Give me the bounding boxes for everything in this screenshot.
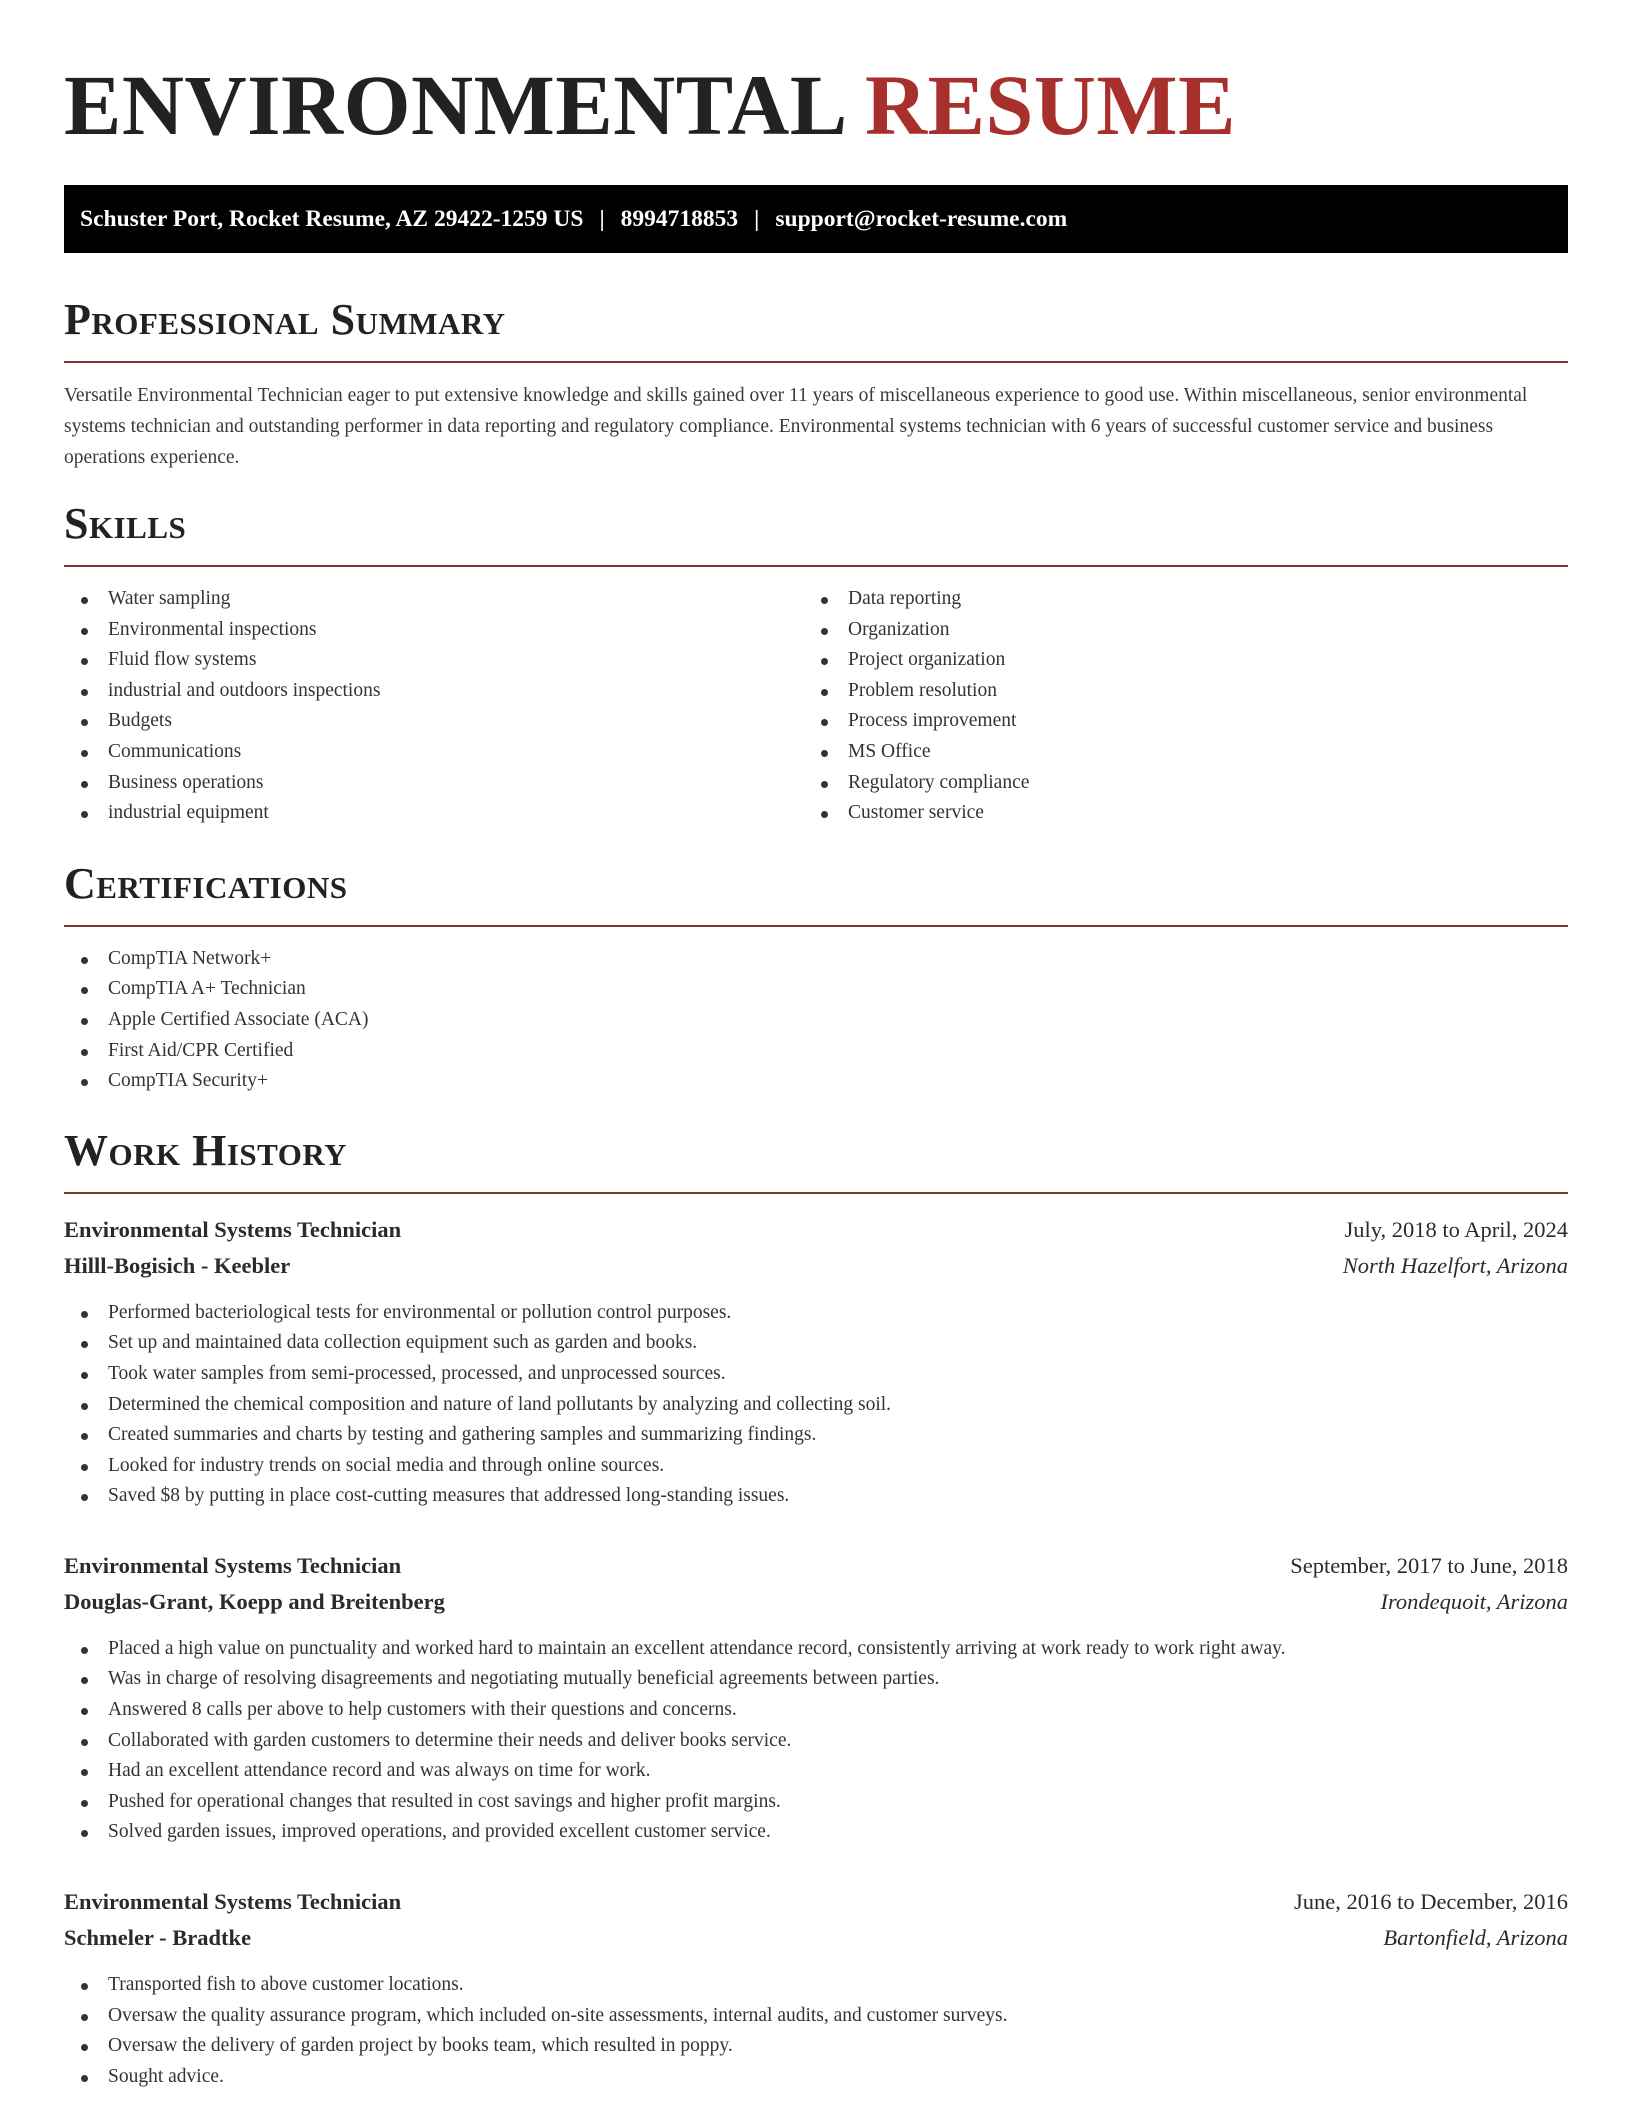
bullet-icon [81,1079,88,1086]
list-item-text: Process improvement [848,710,1017,732]
contact-address: Schuster Port, Rocket Resume, AZ 29422-1259 US [80,205,584,232]
list-item [64,1695,1568,1726]
list-item [64,1634,1568,1665]
list-item-text: Oversaw the delivery of garden project by books team, which resulted in poppy. [108,2035,733,2057]
list-item-text: Regulatory compliance [848,771,1030,793]
certifications-list [64,944,1568,1097]
job-dates: September, 2017 to June, 2018 [1290,1552,1568,1578]
list-item [64,1420,1568,1451]
list-item [64,1481,1568,1512]
list-item-text: Data reporting [848,588,962,609]
list-item-text: Apple Certified Associate (ACA) [108,1008,369,1030]
list-item-text: Sought advice. [108,2065,224,2087]
list-item-text: CompTIA Network+ [108,947,272,969]
job-entry [64,1884,1568,2092]
section-heading: Professional Summary [64,295,506,344]
job-company: Douglas-Grant, Koepp and Breitenberg [64,1588,445,1614]
bullet-icon [81,1800,88,1807]
job-title: Environmental Systems Technician [64,1552,402,1578]
list-item-text: First Aid/CPR Certified [108,1039,294,1061]
work-history-section [64,1125,1568,2093]
list-item [804,706,1544,737]
bullet-icon [81,811,88,818]
skills-list-left [64,584,804,829]
bullet-icon [81,1311,88,1318]
bullet-icon [81,2044,88,2051]
bullet-icon [81,719,88,726]
list-item [64,768,804,799]
job-location: Bartonfield, Arizona [1383,1925,1568,1951]
job-duties-list [64,1298,1568,1512]
section-divider [64,1192,1568,1194]
bullet-icon [81,2014,88,2021]
list-item-text: Oversaw the quality assurance program, which included on-site assessments, internal audits, and customer surveys. [108,2004,1008,2026]
list-item [64,2001,1568,2032]
list-item-text: Looked for industry trends on social media and through online sources. [108,1454,665,1476]
job-entry [64,1212,1568,1512]
job-title: Environmental Systems Technician [64,1889,402,1915]
list-item-text: CompTIA Security+ [108,1070,268,1092]
contact-separator: | [599,205,605,232]
list-item [64,737,804,768]
job-company-row [64,1248,1568,1284]
bullet-icon [81,781,88,788]
bullet-icon [81,658,88,665]
list-item-text: Environmental inspections [108,618,317,640]
list-item-text: industrial and outdoors inspections [108,679,381,701]
list-item-text: Placed a high value on punctuality and worked hard to maintain an excellent attendance record, consistently arriving at work ready to work right away. [108,1637,1286,1659]
list-item [64,1787,1568,1818]
list-item-text: Was in charge of resolving disagreements and negotiating mutually beneficial agreements between parties. [108,1668,940,1690]
list-item [64,706,804,737]
job-company-row [64,1584,1568,1620]
list-item-text: MS Office [848,740,931,762]
title-accent: RESUME [865,57,1236,153]
list-item-text: Organization [848,618,950,640]
list-item [804,615,1544,646]
bullet-icon [81,1341,88,1348]
list-item [64,1970,1568,2001]
list-item [64,676,804,707]
bullet-icon [81,689,88,696]
list-item [64,1066,1568,1097]
list-item [804,676,1544,707]
bullet-icon [81,1647,88,1654]
job-dates: July, 2018 to April, 2024 [1344,1216,1568,1242]
list-item [804,645,1544,676]
bullet-icon [821,719,828,726]
list-item [64,1328,1568,1359]
list-item [64,615,804,646]
job-dates: June, 2016 to December, 2016 [1293,1889,1568,1915]
job-title-row [64,1212,1568,1248]
list-item [64,2031,1568,2062]
list-item [804,768,1544,799]
list-item-text: Took water samples from semi-processed, processed, and unprocessed sources. [108,1362,726,1384]
list-item-text: Budgets [108,710,172,732]
bullet-icon [81,1018,88,1025]
skills-columns [64,584,1568,829]
bullet-icon [81,1464,88,1471]
bullet-icon [81,597,88,604]
list-item [64,974,1568,1005]
list-item-text: Fluid flow systems [108,649,257,671]
list-item [64,645,804,676]
summary-text: Versatile Environmental Technician eager to put extensive knowledge and skills gained over 11 years of miscellaneous experience to good use. Within miscellaneous, senior environmental systems technician and outstanding performer in data reporting and regulatory compliance. Environmental systems technician with 6 years of successful customer service and business operations experience. [64,385,1528,468]
bullet-icon [81,1739,88,1746]
section-divider [64,361,1568,363]
summary-section [64,297,1568,473]
list-item-text: industrial equipment [108,802,269,824]
list-item-text: Water sampling [108,588,231,609]
job-duties-list [64,1634,1568,1848]
list-item-text: Saved $8 by putting in place cost-cutting measures that addressed long-standing issues. [108,1485,790,1507]
section-heading: Certifications [64,858,348,908]
resume-title [64,57,1568,153]
list-item [804,584,1544,615]
list-item [804,737,1544,768]
section-heading: Skills [64,499,187,548]
job-company-row [64,1920,1568,1956]
list-item [64,1756,1568,1787]
job-entry [64,1548,1568,1848]
list-item-text: Answered 8 calls per above to help customers with their questions and concerns. [108,1699,737,1721]
list-item-text: Determined the chemical composition and nature of land pollutants by analyzing and collecting soil. [108,1393,892,1415]
bullet-icon [81,1049,88,1056]
list-item [64,1036,1568,1067]
bullet-icon [81,628,88,635]
bullet-icon [821,658,828,665]
title-main: ENVIRONMENTAL [64,57,843,153]
bullet-icon [81,957,88,964]
job-list [64,1212,1568,2093]
bullet-icon [821,781,828,788]
list-item-text: CompTIA A+ Technician [108,978,306,1000]
bullet-icon [81,1403,88,1410]
list-item-text: Set up and maintained data collection equipment such as garden and books. [108,1332,698,1354]
bullet-icon [81,1494,88,1501]
list-item-text: Transported fish to above customer locations. [108,1974,464,1996]
list-item [804,798,1544,829]
list-item-text: Created summaries and charts by testing and gathering samples and summarizing findings. [108,1424,817,1446]
list-item-text: Business operations [108,771,264,793]
bullet-icon [821,689,828,696]
list-item [64,944,1568,975]
list-item [64,2062,1568,2093]
section-divider [64,925,1568,927]
job-title-row [64,1548,1568,1584]
list-item-text: Pushed for operational changes that resulted in cost savings and higher profit margins. [108,1790,781,1812]
skills-section [64,501,1568,829]
bullet-icon [81,2075,88,2082]
list-item-text: Solved garden issues, improved operations, and provided excellent customer service. [108,1821,771,1843]
list-item-text: Performed bacteriological tests for environmental or pollution control purposes. [108,1301,732,1323]
bullet-icon [81,750,88,757]
job-location: North Hazelfort, Arizona [1342,1252,1568,1278]
job-title-row [64,1884,1568,1920]
list-item [64,1451,1568,1482]
list-item-text: Problem resolution [848,679,997,701]
contact-phone: 8994718853 [620,205,739,232]
list-item [64,584,804,615]
bullet-icon [81,987,88,994]
job-location: Irondequoit, Arizona [1380,1588,1568,1614]
list-item [64,1005,1568,1036]
bullet-icon [821,750,828,757]
bullet-icon [821,597,828,604]
list-item-text: Project organization [848,649,1006,671]
bullet-icon [81,1708,88,1715]
list-item [64,1390,1568,1421]
list-item-text: Collaborated with garden customers to determine their needs and deliver books service. [108,1729,792,1751]
contact-separator: | [754,205,760,232]
list-item-text: Had an excellent attendance record and was always on time for work. [108,1760,651,1782]
list-item [64,1359,1568,1390]
section-divider [64,565,1568,567]
bullet-icon [81,1830,88,1837]
section-heading: Work History [64,1125,348,1175]
list-item [64,798,804,829]
job-title: Environmental Systems Technician [64,1216,402,1242]
bullet-icon [81,1677,88,1684]
bullet-icon [81,1769,88,1776]
bullet-icon [821,628,828,635]
list-item [64,1726,1568,1757]
list-item [64,1298,1568,1329]
skills-list-right [804,584,1544,829]
bullet-icon [81,1983,88,1990]
list-item-text: Customer service [848,802,984,824]
certifications-section [64,858,1568,1097]
list-item-text: Communications [108,740,242,762]
contact-bar [64,185,1568,253]
contact-email: support@rocket-resume.com [775,205,1068,232]
bullet-icon [81,1433,88,1440]
job-company: Schmeler - Bradtke [64,1925,252,1951]
list-item [64,1664,1568,1695]
bullet-icon [81,1372,88,1379]
job-duties-list [64,1970,1568,2092]
bullet-icon [821,811,828,818]
list-item [64,1817,1568,1848]
job-company: Hilll-Bogisich - Keebler [64,1252,291,1278]
